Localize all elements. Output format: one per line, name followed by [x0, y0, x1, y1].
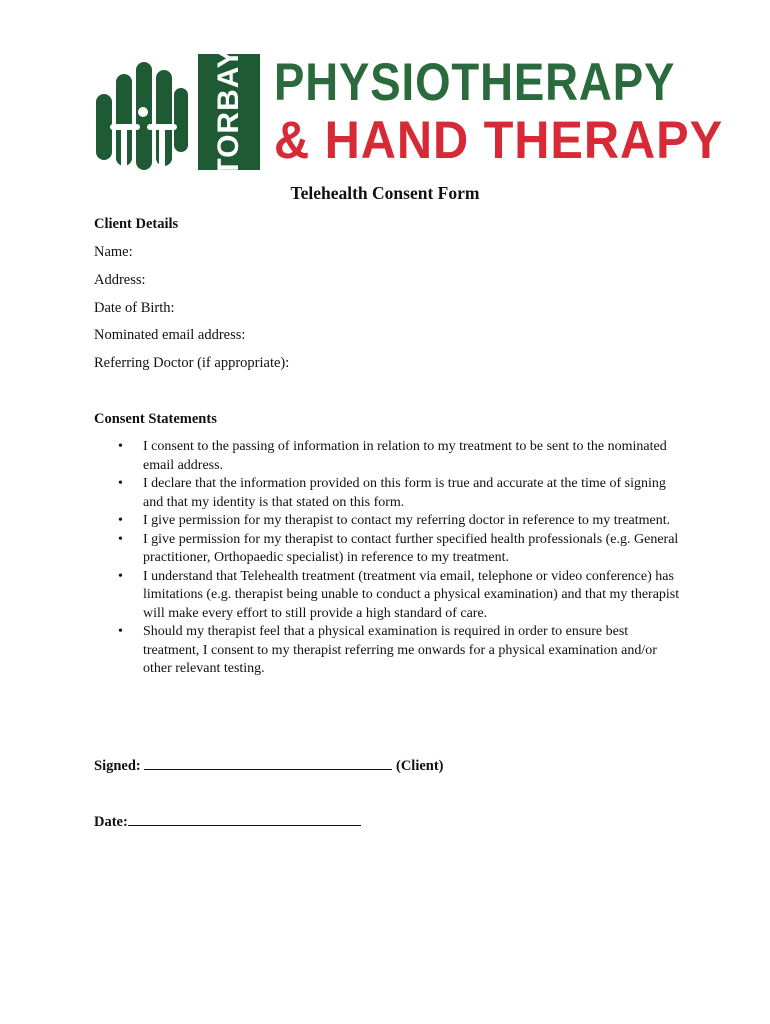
consent-statements-list — [94, 438, 684, 679]
email-field-label: Nominated email address: — [94, 327, 246, 343]
consent-statements-heading: Consent Statements — [94, 411, 217, 427]
hand-icon — [96, 60, 188, 174]
list-item: • I give permission for my therapist to contact further specified health professionals (e.g. General practitioner, Orthopaedic specialist) in reference to my treatment. — [94, 531, 684, 568]
signature-line[interactable] — [144, 754, 392, 770]
torbay-label: TORBAY — [212, 47, 245, 177]
referring-doctor-field-label: Referring Doctor (if appropriate): — [94, 355, 290, 371]
form-title: Telehealth Consent Form — [290, 183, 480, 203]
client-label: (Client) — [396, 758, 444, 774]
torbay-badge — [198, 47, 260, 177]
brand-line-hand-therapy: & HAND THERAPY — [274, 111, 724, 170]
list-item: • I consent to the passing of information in relation to my treatment to be sent to the nominated email address. — [94, 438, 684, 475]
signed-label: Signed: — [94, 758, 141, 774]
list-item: • I give permission for my therapist to contact my referring doctor in reference to my treatment. — [94, 512, 684, 531]
clinic-logo — [96, 47, 724, 177]
date-row — [94, 810, 361, 831]
date-label: Date: — [94, 814, 128, 830]
brand-line-physiotherapy: PHYSIOTHERAPY — [274, 53, 676, 112]
list-item: • I understand that Telehealth treatment (treatment via email, telephone or video conference) has limitations (e.g. therapist being unable to conduct a physical examination) and that my therapist will make every effort to still provide a high standard of care. — [94, 568, 684, 624]
list-item: • I declare that the information provided on this form is true and accurate at the time of signing and that my identity is that stated on this form. — [94, 475, 684, 512]
signature-row — [94, 754, 444, 775]
list-item: • Should my therapist feel that a physical examination is required in order to ensure best treatment, I consent to my therapist referring me onwards for a physical examination and/or other relevant testing. — [94, 623, 684, 679]
address-field-label: Address: — [94, 272, 146, 288]
client-details-heading: Client Details — [94, 216, 179, 232]
dob-field-label: Date of Birth: — [94, 300, 175, 316]
name-field-label: Name: — [94, 244, 133, 260]
date-line[interactable] — [128, 810, 361, 826]
